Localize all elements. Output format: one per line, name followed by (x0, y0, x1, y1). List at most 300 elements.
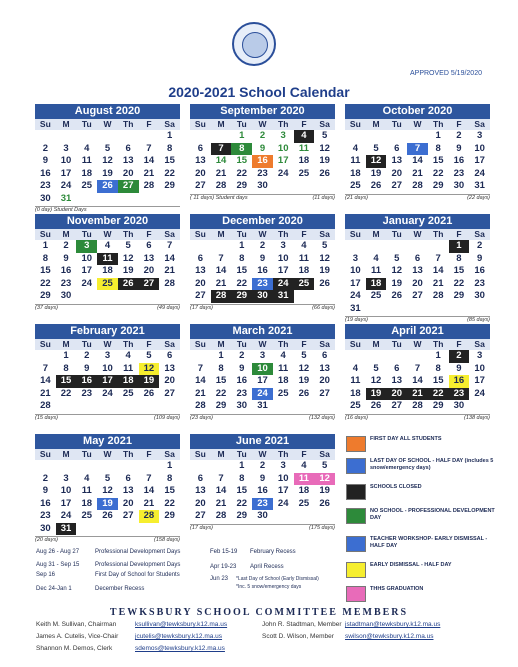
empty-cell (386, 350, 407, 363)
day-cell: 7 (146, 472, 152, 484)
day-cell: 10 (474, 142, 485, 154)
day-cell: 19 (370, 167, 382, 179)
weekday-label: Tu (81, 449, 92, 459)
day-cell: 15 (236, 485, 248, 496)
day-cell: 10 (474, 362, 485, 374)
day-cell: 2 (42, 142, 48, 154)
day-cell: 17 (60, 167, 72, 179)
day-cell: 29 (432, 180, 444, 191)
day-cell: 1 (435, 350, 441, 361)
day-cell: 9 (239, 362, 245, 374)
day-cell: 3 (280, 240, 286, 251)
day-cell: 1 (63, 350, 69, 361)
day-cell: 1 (435, 130, 441, 141)
weekday-label: M (62, 229, 70, 239)
day-cell: 22 (432, 167, 444, 179)
empty-cell (35, 350, 56, 363)
day-cell: 5 (321, 130, 328, 141)
day-cell: 4 (294, 130, 315, 143)
day-cell: 30 (474, 290, 485, 301)
weekday-label: F (146, 339, 152, 349)
day-cell: 9 (456, 362, 462, 374)
day-cell: 22 (236, 167, 248, 179)
event-text: April Recess (250, 564, 284, 570)
day-cell: 10 (252, 363, 273, 376)
weekday-label: Tu (391, 229, 402, 239)
weekday-label: Sa (164, 229, 175, 239)
legend-swatch (346, 536, 366, 552)
day-cell: 17 (277, 485, 289, 496)
weekday-label: M (217, 119, 225, 129)
day-cell: 8 (166, 142, 173, 154)
day-cell: 15 (215, 375, 227, 386)
member-email-link[interactable]: jcutelis@tewksbury.k12.ma.us (135, 633, 223, 640)
day-cell: 11 (81, 155, 92, 166)
day-count-note (345, 316, 490, 323)
day-cell: 21 (143, 497, 155, 509)
day-cell: 28 (432, 290, 444, 301)
day-cell: 10 (60, 485, 72, 496)
empty-cell (366, 350, 387, 363)
day-cell: 8 (435, 142, 441, 154)
day-cell: 30 (60, 290, 72, 301)
day-cell: 9 (259, 252, 266, 264)
weekday-label: Sa (319, 339, 330, 349)
day-cell: 11 (371, 265, 382, 276)
day-cell: 17 (277, 155, 289, 166)
day-cell: 26 (319, 497, 330, 509)
calendar-oct (345, 104, 490, 201)
day-cell: 4 (280, 350, 286, 361)
weekday-label: W (413, 339, 422, 349)
day-cell: 15 (453, 265, 465, 276)
day-count: (22 days) (467, 194, 490, 201)
day-cell: 8 (63, 362, 69, 374)
weekday-label: Sa (474, 339, 485, 349)
day-cell: 18 (298, 485, 310, 496)
day-cell: 6 (321, 350, 328, 361)
empty-cell (76, 460, 97, 473)
empty-cell (190, 460, 211, 473)
weekday-label: Su (39, 339, 51, 349)
empty-cell (407, 240, 428, 253)
day-cell: 27 (195, 290, 206, 301)
day-cell: 5 (373, 142, 379, 154)
calendar-mar (190, 324, 335, 421)
committee-title: TEWKSBURY SCHOOL COMMITTEE MEMBERS (109, 607, 409, 618)
day-count-note (190, 194, 335, 201)
day-cell: 5 (321, 460, 328, 471)
day-cell: 23 (453, 167, 465, 179)
day-grid (190, 350, 335, 413)
day-cell: 1 (449, 240, 470, 253)
day-cell: 4 (84, 472, 90, 484)
weekday-label: F (456, 339, 462, 349)
day-count: ( 11 days) Student days (190, 194, 248, 201)
day-cell: 22 (428, 388, 449, 401)
day-cell: 3 (476, 350, 483, 361)
day-cell: 10 (102, 362, 113, 374)
day-cell: 19 (102, 167, 113, 179)
event-text: December Recess (95, 586, 145, 592)
day-cell: 7 (42, 362, 48, 374)
day-cell: 29 (453, 290, 465, 301)
day-cell: 23 (40, 510, 51, 521)
day-cell: 11 (298, 142, 309, 154)
day-cell: 22 (236, 497, 248, 509)
day-cell: 6 (197, 142, 203, 154)
empty-cell (407, 130, 428, 143)
day-cell: 3 (259, 350, 266, 361)
day-cell: 26 (298, 387, 310, 399)
weekday-label: Su (194, 339, 206, 349)
day-cell: 7 (218, 252, 224, 264)
day-cell: 13 (195, 485, 206, 496)
day-cell: 2 (42, 472, 48, 484)
member-email-link[interactable]: sdemos@tewksbury.k12.ma.us (135, 645, 225, 652)
empty-cell (345, 130, 366, 143)
day-cell: 26 (319, 167, 330, 179)
day-cell: 20 (391, 167, 403, 179)
day-cell: 31 (257, 400, 268, 411)
member-name: James A. Cutelis, Vice-Chair (36, 633, 119, 640)
day-cell: 27 (139, 278, 160, 291)
legend-label: EARLY DISMISSAL - HALF DAY (370, 562, 452, 568)
day-cell: 1 (218, 350, 224, 361)
day-cell: 26 (370, 400, 382, 411)
day-cell: 23 (252, 278, 273, 291)
day-cell: 7 (218, 472, 224, 484)
day-cell: 27 (319, 387, 330, 399)
day-cell: 13 (391, 155, 403, 166)
weekday-label: F (301, 449, 307, 459)
day-cell: 17 (474, 155, 485, 166)
day-count: (23 days) (190, 414, 213, 421)
day-cell: 13 (164, 362, 175, 374)
day-cell: 18 (298, 265, 310, 276)
empty-cell (366, 240, 387, 253)
empty-cell (118, 460, 139, 473)
day-cell: 13 (412, 265, 423, 276)
weekday-label: W (258, 339, 267, 349)
day-cell: 19 (391, 277, 403, 289)
day-cell: 25 (298, 167, 310, 179)
calendar-nov (35, 214, 180, 311)
weekday-row (190, 119, 335, 130)
day-cell: 20 (122, 497, 134, 509)
day-cell: 27 (391, 400, 403, 411)
weekday-label: Th (433, 119, 444, 129)
day-cell: 10 (277, 142, 289, 154)
day-cell: 22 (453, 277, 465, 289)
day-cell: 12 (102, 485, 113, 496)
weekday-label: W (413, 119, 422, 129)
day-cell: 9 (476, 252, 483, 264)
weekday-label: Tu (236, 449, 247, 459)
day-cell: 11 (298, 252, 309, 264)
day-cell: 4 (352, 362, 358, 374)
weekday-label: W (103, 339, 112, 349)
legend-swatch (346, 586, 366, 602)
day-cell: 23 (257, 167, 268, 179)
day-cell: 9 (84, 362, 90, 374)
day-cell: 7 (407, 143, 428, 156)
day-cell: 6 (394, 142, 400, 154)
empty-cell (366, 130, 387, 143)
weekday-label: F (301, 119, 307, 129)
weekday-label: W (103, 449, 112, 459)
day-cell: 28 (215, 180, 227, 191)
event-text: Professional Development Days (95, 562, 181, 568)
day-cell: 5 (104, 142, 111, 154)
day-cell: 14 (195, 375, 206, 386)
legend-swatch (346, 436, 366, 452)
day-count: (11 days) (312, 194, 335, 201)
day-cell: 19 (319, 265, 330, 276)
day-cell: 23 (40, 180, 51, 191)
day-cell: 9 (63, 252, 69, 264)
weekday-row (345, 119, 490, 130)
day-cell: 21 (215, 277, 227, 289)
day-count: (16 days) (345, 414, 368, 421)
day-cell: 24 (277, 167, 289, 179)
day-cell: 6 (146, 240, 152, 251)
day-cell: 7 (146, 142, 152, 154)
day-cell: 17 (474, 375, 485, 386)
weekday-label: F (301, 339, 307, 349)
weekday-row (190, 229, 335, 240)
day-cell: 12 (366, 155, 387, 168)
day-cell: 12 (298, 362, 310, 374)
empty-cell (190, 240, 211, 253)
day-cell: 9 (42, 155, 48, 166)
weekday-label: Su (349, 339, 361, 349)
day-cell: 4 (84, 142, 90, 154)
weekday-label: M (372, 229, 380, 239)
event-date: Dec 24-Jan 1 (36, 586, 72, 592)
town-seal (232, 22, 276, 66)
day-cell: 23 (474, 277, 485, 289)
day-cell: 16 (453, 155, 465, 166)
day-cell: 15 (56, 375, 77, 388)
calendar-feb (35, 324, 180, 421)
weekday-label: Tu (391, 119, 402, 129)
weekday-label: Sa (474, 229, 485, 239)
day-cell: 16 (60, 265, 72, 276)
day-cell: 24 (60, 510, 72, 521)
day-cell: 14 (412, 155, 423, 166)
weekday-row (190, 449, 335, 460)
day-cell: 7 (211, 143, 232, 156)
day-cell: 15 (236, 265, 248, 276)
day-cell: 20 (412, 277, 423, 289)
day-cell: 27 (412, 290, 423, 301)
month-header: May 2021 (35, 434, 180, 449)
day-cell: 24 (474, 387, 485, 399)
day-cell: 16 (257, 265, 268, 276)
day-cell: 8 (239, 252, 245, 264)
day-cell: 8 (239, 472, 245, 484)
weekday-label: F (146, 119, 152, 129)
day-cell: 27 (195, 510, 206, 521)
legend-item (346, 586, 423, 602)
day-cell: 12 (139, 363, 160, 376)
day-cell: 1 (166, 460, 173, 471)
empty-cell (97, 460, 118, 473)
member-email-link[interactable]: jstadtman@tewksbury.k12.ma.us (345, 621, 441, 628)
empty-cell (211, 240, 232, 253)
event-date: Aug 31 - Sep 15 (36, 562, 80, 568)
weekday-row (35, 339, 180, 350)
day-cell: 23 (81, 387, 93, 399)
day-cell: 4 (301, 240, 307, 251)
day-cell: 10 (277, 472, 289, 484)
day-cell: 11 (123, 362, 134, 374)
legend-item (346, 436, 442, 452)
day-cell: 3 (476, 130, 483, 141)
day-cell: 4 (301, 460, 307, 471)
day-cell: 3 (63, 142, 69, 154)
month-header: August 2020 (35, 104, 180, 119)
day-cell: 7 (197, 362, 203, 374)
day-cell: 30 (40, 522, 51, 534)
member-email-link[interactable]: swilson@tewksbury.k12.ma.us (345, 633, 434, 640)
empty-cell (190, 350, 211, 363)
month-header: December 2020 (190, 214, 335, 229)
day-cell: 26 (118, 278, 139, 291)
empty-cell (56, 130, 77, 143)
day-cell: 25 (350, 180, 361, 191)
day-cell: 14 (432, 265, 444, 276)
day-cell: 15 (164, 485, 175, 496)
day-grid (35, 130, 180, 205)
day-cell: 5 (301, 350, 307, 361)
weekday-label: W (413, 229, 422, 239)
day-cell: 26 (97, 180, 118, 193)
day-cell: 2 (259, 130, 266, 141)
day-cell: 25 (97, 278, 118, 291)
day-cell: 12 (102, 155, 113, 166)
day-cell: 18 (102, 265, 113, 276)
day-cell: 16 (257, 485, 268, 496)
day-cell: 16 (252, 155, 273, 168)
day-cell: 18 (366, 278, 387, 291)
day-cell: 17 (81, 265, 93, 276)
day-cell: 29 (40, 290, 51, 301)
day-cell: 29 (164, 510, 175, 521)
day-cell: 16 (76, 375, 97, 388)
day-grid (345, 350, 490, 413)
day-count: (17 days) (190, 304, 213, 311)
legend-item (346, 484, 422, 500)
day-cell: 24 (350, 290, 361, 301)
weekday-label: Tu (391, 339, 402, 349)
weekday-row (190, 339, 335, 350)
day-grid (345, 240, 490, 315)
day-cell: 1 (166, 130, 173, 141)
day-cell: 28 (412, 400, 423, 411)
day-cell: 1 (239, 240, 245, 251)
day-cell: 15 (432, 375, 444, 386)
empty-cell (211, 130, 232, 143)
weekday-label: Th (278, 229, 289, 239)
day-cell: 20 (164, 375, 175, 386)
day-cell: 13 (319, 362, 330, 374)
day-cell: 28 (412, 180, 423, 191)
day-cell: 22 (164, 497, 175, 509)
weekday-label: Th (433, 229, 444, 239)
day-cell: 14 (143, 155, 155, 166)
day-cell: 5 (373, 362, 379, 374)
event-date: Jun 23 (210, 576, 229, 582)
weekday-label: Sa (319, 449, 330, 459)
empty-cell (428, 240, 449, 253)
event-text: Professional Development Days (95, 549, 181, 555)
day-cell: 20 (143, 265, 155, 276)
day-count: (20 days) (35, 537, 58, 543)
day-cell: 31 (474, 180, 485, 191)
day-count: (138 days) (464, 414, 490, 421)
legend-swatch (346, 562, 366, 578)
calendar-may (35, 434, 180, 543)
day-grid (35, 350, 180, 413)
empty-cell (76, 130, 97, 143)
day-cell: 25 (81, 180, 93, 191)
day-cell: 17 (277, 265, 289, 276)
day-cell: 7 (435, 252, 441, 264)
day-cell: 26 (102, 510, 113, 521)
day-cell: 24 (60, 180, 72, 191)
day-cell: 12 (319, 252, 330, 264)
legend-label: THHS GRADUATION (370, 586, 424, 592)
day-cell: 28 (211, 290, 232, 303)
day-count: (109 days) (154, 414, 180, 421)
day-cell: 18 (81, 497, 93, 509)
day-cell: 24 (102, 387, 113, 399)
weekday-label: Su (349, 119, 361, 129)
day-cell: 20 (195, 167, 206, 179)
day-cell: 15 (164, 155, 175, 166)
member-email-link[interactable]: ksullivan@tewksbury.k12.ma.us (135, 621, 228, 628)
day-cell: 27 (164, 387, 175, 399)
day-count: (21 days) (345, 194, 368, 201)
day-count-note (190, 524, 335, 531)
day-cell: 20 (195, 497, 206, 509)
day-cell: 18 (118, 375, 139, 388)
weekday-label: F (456, 229, 462, 239)
day-grid (190, 240, 335, 303)
event-date: Feb 15-19 (210, 549, 238, 555)
weekday-label: M (62, 119, 70, 129)
event-text: *Last Day of School (Early Dismissal) (236, 576, 319, 582)
month-header: January 2021 (345, 214, 490, 229)
weekday-label: Su (194, 229, 206, 239)
empty-cell (35, 460, 56, 473)
day-cell: 31 (273, 290, 294, 303)
day-cell: 23 (252, 498, 273, 511)
day-count: (37 days) (35, 304, 58, 311)
day-cell: 11 (294, 473, 315, 486)
day-cell: 19 (319, 485, 330, 496)
day-cell: 25 (370, 290, 382, 301)
weekday-label: Su (194, 449, 206, 459)
empty-cell (139, 130, 160, 143)
day-cell: 2 (63, 240, 69, 251)
weekday-label: Su (39, 119, 51, 129)
day-cell: 25 (298, 497, 310, 509)
day-cell: 20 (195, 277, 206, 289)
day-count-note (345, 414, 490, 421)
